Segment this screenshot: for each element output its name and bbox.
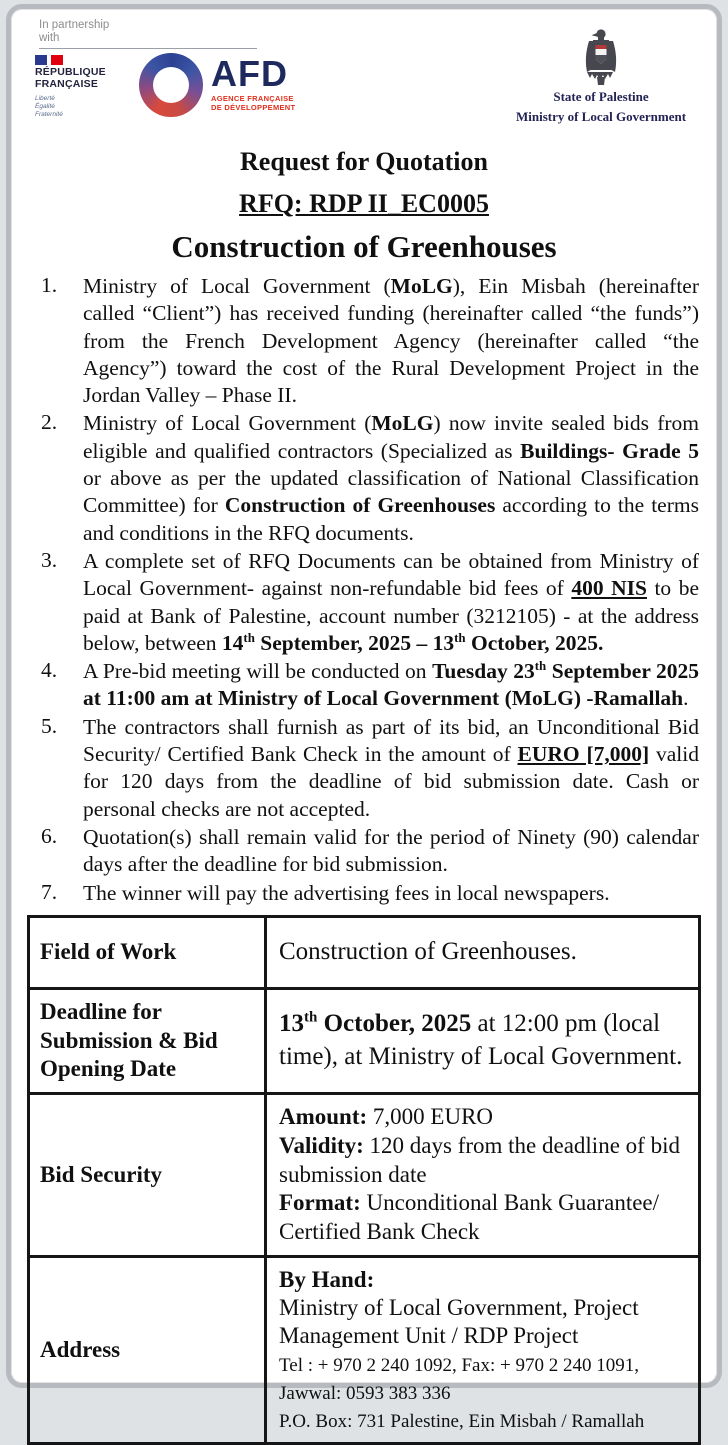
- motto-liberte: Liberté: [35, 94, 55, 102]
- row-value-cell: [266, 916, 700, 988]
- republique-francaise-logo: [35, 55, 127, 119]
- text-segment: ) now invite sealed bids from eligible and qualified contractors (Specialized as: [83, 411, 699, 463]
- text-segment: Ministry of Local Government (: [83, 274, 391, 298]
- value-line: [279, 1378, 688, 1406]
- item-number: 1.: [41, 273, 58, 297]
- text-segment: valid for 120 days from the deadline of bid submission date. Cash or personal checks are not accepted.: [83, 742, 699, 821]
- afd-subtitle-line1: AGENCE FRANÇAISE: [211, 93, 294, 103]
- afd-ring-icon: [139, 53, 203, 117]
- text-segment: Construction of Greenhouses: [224, 493, 496, 518]
- text-segment: 7,000 EURO: [367, 1104, 494, 1130]
- text-segment: to be paid at Bank of Palestine, account number (3212105) - at the address below, between: [83, 576, 699, 655]
- text-segment: 14: [221, 630, 244, 655]
- text-segment: September 2025 at 11:00 am at Ministry of Local Government (MoLG) -Ramallah: [83, 659, 699, 711]
- text-segment: Amount:: [279, 1104, 368, 1130]
- text-segment: Tuesday 23: [432, 659, 535, 684]
- text-segment: A Pre-bid meeting will be conducted on: [83, 659, 433, 684]
- motto-egalite: Égalité: [35, 102, 55, 110]
- text-segment: EURO [7,000]: [517, 742, 650, 767]
- value-line: [279, 1406, 688, 1434]
- value-line: [279, 1294, 688, 1350]
- flag-red-block: [51, 55, 63, 65]
- partnership-line1: In partnership: [39, 19, 110, 31]
- text-segment: or above as per the updated classification of National Classification Committee) for: [83, 466, 699, 518]
- text-segment: Construction of Greenhouses.: [279, 938, 577, 966]
- state-of-palestine-label: State of Palestine: [553, 89, 649, 104]
- afd-logo: [139, 53, 295, 117]
- list-item-3: [27, 548, 701, 657]
- row-label-cell: Field of Work: [29, 916, 266, 988]
- text-segment: .: [683, 686, 689, 711]
- afd-wordmark: [211, 53, 296, 113]
- item-text: [83, 714, 701, 823]
- value-line: [279, 1189, 688, 1247]
- numbered-list: [27, 273, 701, 907]
- text-segment: according to the terms and conditions in the RFQ documents.: [83, 493, 699, 545]
- item-text: [83, 880, 701, 907]
- partnership-line2: with: [39, 32, 60, 45]
- afd-subtitle: [211, 94, 295, 113]
- row-label-cell: Deadline for Submission & Bid Opening Date: [29, 988, 266, 1093]
- row-value-cell: [266, 988, 700, 1093]
- table-row-1: [29, 916, 700, 988]
- table-row-4: [29, 1256, 700, 1443]
- list-item-2: [27, 410, 701, 546]
- value-line: [279, 1103, 688, 1132]
- partnership-divider: [39, 48, 257, 49]
- text-segment: October, 2025: [317, 1010, 472, 1038]
- partners-block: [27, 19, 357, 120]
- france-motto: [35, 95, 127, 120]
- republique-line2: FRANÇAISE: [35, 77, 99, 90]
- item-number: 4.: [41, 658, 58, 683]
- ministry-label: Ministry of Local Government: [515, 108, 687, 124]
- republique-line1: RÉPUBLIQUE: [35, 66, 106, 79]
- text-segment: 400 NIS: [571, 576, 647, 601]
- list-item-6: [27, 824, 701, 879]
- list-item-5: [27, 714, 701, 823]
- republique-name: [35, 67, 127, 90]
- text-segment: October, 2025.: [465, 630, 604, 655]
- afd-subtitle-line2: DE DÉVELOPPEMENT: [211, 103, 296, 113]
- row-label-cell: Bid Security: [29, 1094, 266, 1257]
- text-segment: MoLG: [371, 411, 434, 436]
- text-segment: A complete set of RFQ Documents can be obtained from Ministry of Local Government- against non-refundable bid fees of: [83, 548, 699, 601]
- text-segment: The contractors shall furnish as part of its bid, an Unconditional Bid Security/ Certified Bank Check in the amount of: [83, 714, 699, 767]
- flag-blue-block: [35, 55, 47, 65]
- value-line: [279, 938, 688, 966]
- text-segment: Buildings- Grade 5: [520, 438, 699, 463]
- afd-acronym: AFD: [211, 53, 288, 95]
- text-segment: 13: [279, 1010, 304, 1038]
- text-segment: ), Ein Misbah (hereinafter called “Client”) has received funding (hereinafter called “the funds”) from the French Development Agency (hereinafter called “the Agency”) toward the cost of the Rural Development Project in the Jordan Valley – Phase II.: [83, 274, 699, 408]
- list-item-1: [27, 273, 701, 409]
- rfq-number: RFQ: RDP II_EC0005: [239, 189, 489, 218]
- item-number: 6.: [41, 823, 58, 848]
- document-header: [27, 19, 701, 141]
- text-segment: Ministry of Local Government (: [83, 411, 372, 436]
- value-line: [279, 1266, 688, 1294]
- text-segment: Quotation(s) shall remain valid for the period of Ninety (90) calendar days after the deadline for bid submission.: [83, 824, 699, 877]
- text-segment: Validity:: [279, 1132, 364, 1158]
- text-segment: Unconditional Bank Guarantee/ Certified Bank Check: [279, 1190, 660, 1245]
- item-number: 3.: [41, 547, 58, 572]
- subject-title: Construction of Greenhouses: [171, 229, 557, 264]
- row-label-cell: Address: [29, 1256, 266, 1443]
- text-segment: Format:: [279, 1190, 361, 1216]
- text-segment: th: [454, 630, 466, 645]
- row-value-cell: [266, 1256, 700, 1443]
- motto-fraternite: Fraternité: [35, 111, 63, 119]
- partnership-label: [27, 19, 357, 45]
- text-segment: Jawwal: 0593 383 336: [279, 1383, 451, 1405]
- partner-logos: [27, 55, 357, 119]
- item-number: 5.: [41, 713, 58, 738]
- france-flag-icon: [35, 55, 127, 65]
- text-segment: th: [243, 630, 255, 645]
- text-segment: P.O. Box: 731 Palestine, Ein Misbah / Ramallah: [279, 1411, 645, 1433]
- row-value-cell: [266, 1094, 700, 1257]
- list-item-7: [27, 880, 701, 907]
- text-segment: September, 2025 – 13: [254, 630, 455, 655]
- text-segment: Tel : + 970 2 240 1092, Fax: + 970 2 240 1091,: [279, 1354, 639, 1376]
- list-item-4: [27, 658, 701, 713]
- text-segment: th: [304, 1010, 318, 1027]
- text-segment: 120 days from the deadline of bid submission date: [279, 1132, 680, 1187]
- text-segment: at 12:00 pm (local time), at Ministry of Local Government.: [279, 1010, 683, 1070]
- item-number: 7.: [41, 879, 58, 904]
- document-page: [6, 4, 722, 1433]
- table-row-3: [29, 1094, 700, 1257]
- item-text: [83, 548, 701, 657]
- item-text: [83, 410, 701, 546]
- item-text: [83, 273, 701, 409]
- summary-table: [27, 915, 701, 1445]
- value-line: [279, 1132, 688, 1190]
- value-line: [279, 1350, 688, 1378]
- table-row-2: [29, 988, 700, 1093]
- text-segment: th: [534, 659, 547, 673]
- item-text: [83, 658, 701, 713]
- text-segment: Ministry of Local Government, Project Management Unit / RDP Project: [279, 1294, 639, 1348]
- value-line: [279, 1008, 688, 1073]
- palestine-block: [501, 19, 701, 126]
- text-segment: The winner will pay the advertising fees in local newspapers.: [83, 880, 610, 905]
- text-segment: MoLG: [390, 274, 453, 298]
- item-text: [83, 824, 701, 879]
- text-segment: By Hand:: [279, 1266, 375, 1292]
- item-number: 2.: [41, 410, 58, 435]
- palestine-eagle-emblem-icon: [572, 27, 630, 87]
- document-title: Request for Quotation: [240, 147, 488, 176]
